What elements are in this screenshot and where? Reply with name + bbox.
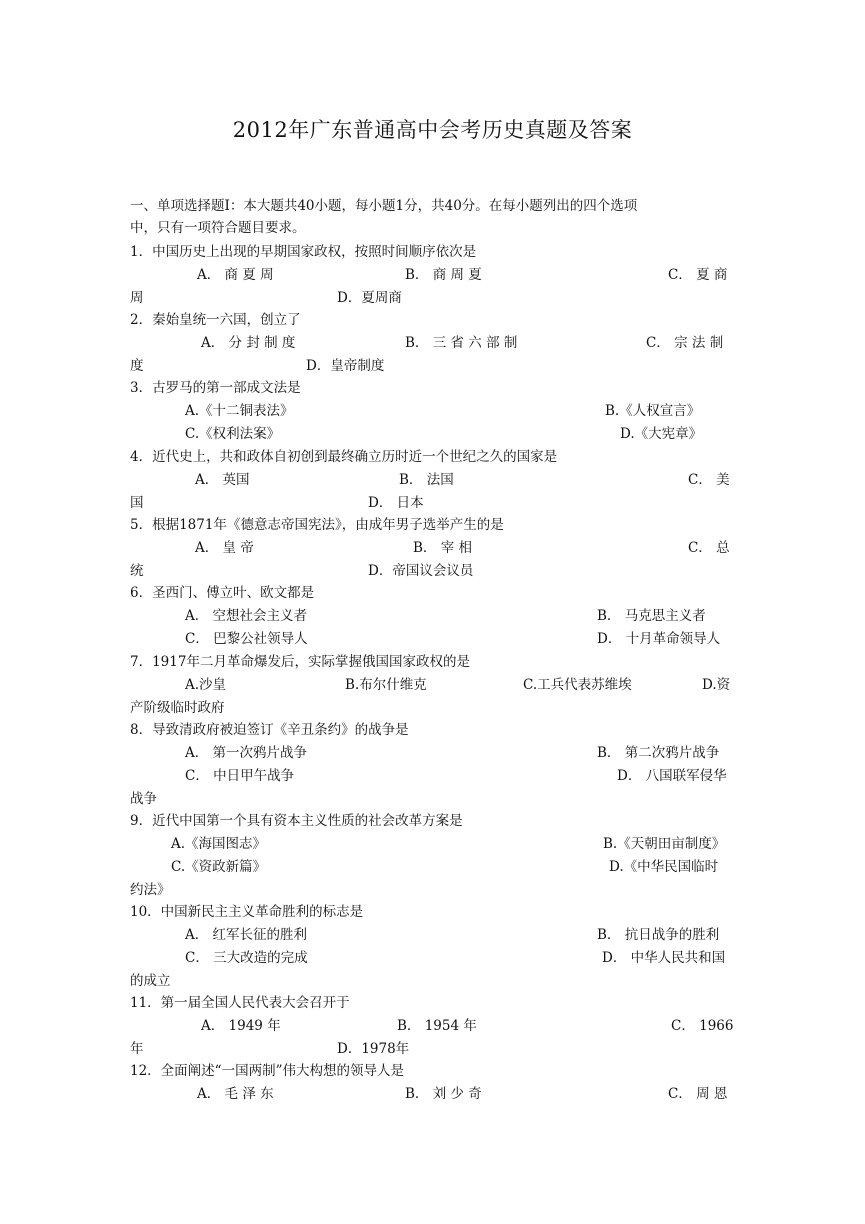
question-10-option-d: D． 中华人民共和国 [602, 950, 726, 966]
question-2-option-b: B． 三 省 六 部 制 [405, 335, 518, 351]
question-3-option-d: D.《大宪章》 [620, 426, 703, 442]
question-3-stem: 3．古罗马的第一部成文法是 [130, 380, 301, 396]
question-7-option-b: B.布尔什维克 [345, 677, 427, 693]
question-5-option-d: D．帝国议会议员 [368, 563, 474, 579]
question-4-option-c: C． 美 [688, 472, 730, 488]
question-4-option-b: B． 法国 [399, 472, 454, 488]
question-7-option-c: C.工兵代表苏维埃 [523, 677, 632, 693]
question-3-option-c: C.《权利法案》 [185, 426, 281, 442]
question-11-option-a: A． 1949 年 [201, 1018, 281, 1034]
question-11-option-d: D．1978年 [337, 1041, 410, 1057]
question-7-option-d-wrap: 产阶级临时政府 [130, 700, 225, 716]
question-10-option-d-wrap: 的成立 [130, 973, 171, 989]
question-4-option-a: A． 英国 [195, 472, 250, 488]
question-1-option-c-wrap: 周 [130, 290, 144, 306]
question-9-stem: 9．近代中国第一个具有资本主义性质的社会改革方案是 [130, 813, 463, 829]
question-11-option-b: B． 1954 年 [397, 1018, 477, 1034]
page-title: 2012年广东普通高中会考历史真题及答案 [232, 118, 633, 142]
question-9-option-a: A.《海国图志》 [171, 836, 267, 852]
question-6-option-b: B． 马克思主义者 [597, 608, 706, 624]
question-4-option-c-wrap: 国 [130, 495, 144, 511]
question-11-option-c: C． 1966 [671, 1018, 734, 1034]
intro-line-1: 一、单项选择题Ⅰ：本大题共40小题，每小题1分，共40分。在每小题列出的四个选项 [130, 198, 638, 214]
question-12-option-a: A． 毛 泽 东 [197, 1086, 274, 1102]
question-10-option-a: A． 红军长征的胜利 [185, 927, 308, 943]
question-8-option-d: D． 八国联军侵华 [617, 768, 727, 784]
question-10-option-c: C． 三大改造的完成 [185, 950, 308, 966]
question-8-stem: 8．导致清政府被迫签订《辛丑条约》的战争是 [130, 722, 409, 738]
question-3-option-a: A.《十二铜表法》 [185, 403, 294, 419]
question-5-option-a: A． 皇 帝 [195, 540, 254, 556]
question-8-option-c: C． 中日甲午战争 [185, 768, 295, 784]
question-2-option-c: C． 宗 法 制 [646, 335, 724, 351]
question-2-option-d: D．皇帝制度 [306, 358, 385, 374]
question-10-stem: 10．中国新民主主义革命胜利的标志是 [130, 904, 364, 920]
question-8-option-a: A． 第一次鸦片战争 [185, 745, 308, 761]
question-9-option-d: D.《中华民国临时 [609, 859, 719, 875]
question-2-option-a: A． 分 封 制 度 [201, 335, 296, 351]
question-8-option-d-wrap: 战争 [130, 791, 157, 807]
question-9-option-d-wrap: 约法》 [130, 882, 171, 898]
question-1-option-d: D．夏周商 [337, 290, 402, 306]
question-12-option-c: C． 周 恩 [668, 1086, 728, 1102]
question-1-stem: 1．中国历史上出现的早期国家政权，按照时间顺序依次是 [130, 244, 477, 260]
question-5-option-c: C． 总 [688, 540, 730, 556]
question-6-option-c: C． 巴黎公社领导人 [185, 631, 308, 647]
question-1-option-a: A． 商 夏 周 [197, 267, 274, 283]
question-5-option-b: B． 宰 相 [413, 540, 473, 556]
question-2-stem: 2．秦始皇统一六国，创立了 [130, 312, 301, 328]
question-6-option-d: D． 十月革命领导人 [597, 631, 721, 647]
question-9-option-b: B.《天朝田亩制度》 [603, 836, 726, 852]
question-7-option-d: D.资 [702, 677, 731, 693]
question-7-stem: 7．1917年二月革命爆发后，实际掌握俄国国家政权的是 [130, 654, 470, 670]
question-6-option-a: A． 空想社会主义者 [185, 608, 308, 624]
question-12-stem: 12．全面阐述“一国两制”伟大构想的领导人是 [130, 1063, 404, 1079]
intro-line-2: 中，只有一项符合题目要求。 [130, 220, 306, 236]
question-4-option-d: D． 日本 [368, 495, 424, 511]
question-5-option-c-wrap: 统 [130, 563, 144, 579]
question-1-option-b: B． 商 周 夏 [405, 267, 482, 283]
question-3-option-b: B.《人权宣言》 [605, 403, 701, 419]
question-9-option-c: C.《资政新篇》 [171, 859, 267, 875]
question-2-option-c-wrap: 度 [130, 358, 144, 374]
question-7-option-a: A.沙皇 [185, 677, 227, 693]
question-12-option-b: B． 刘 少 奇 [405, 1086, 482, 1102]
question-11-option-c-wrap: 年 [130, 1041, 144, 1057]
question-11-stem: 11．第一届全国人民代表大会召开于 [130, 995, 350, 1011]
question-10-option-b: B． 抗日战争的胜利 [597, 927, 720, 943]
question-1-option-c: C． 夏 商 [668, 267, 728, 283]
question-5-stem: 5．根据1871年《德意志帝国宪法》，由成年男子选举产生的是 [130, 517, 504, 533]
question-8-option-b: B． 第二次鸦片战争 [597, 745, 720, 761]
question-4-stem: 4．近代史上，共和政体自初创到最终确立历时近一个世纪之久的国家是 [130, 449, 558, 465]
question-6-stem: 6．圣西门、傅立叶、欧文都是 [130, 585, 315, 601]
